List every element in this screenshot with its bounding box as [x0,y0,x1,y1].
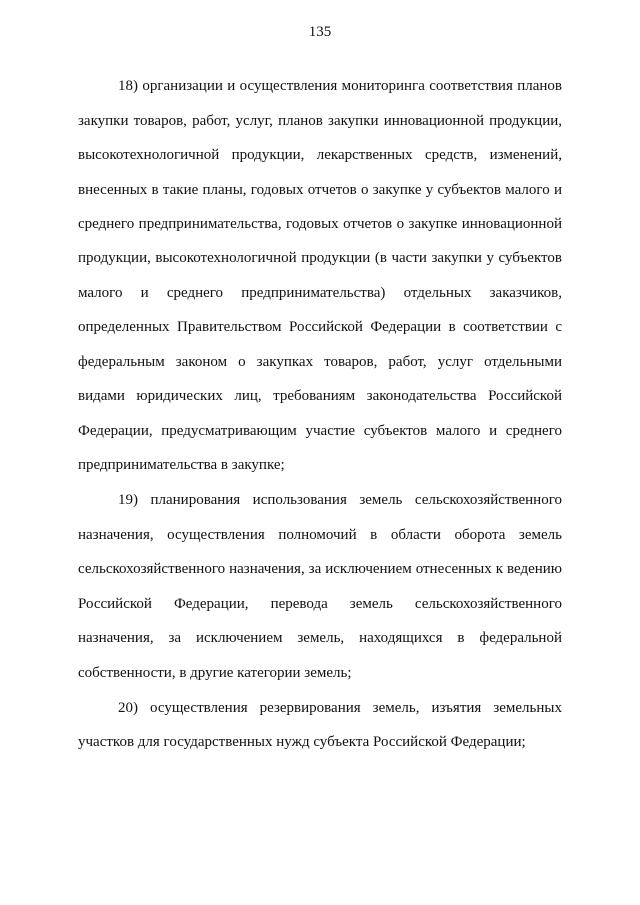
text-line: 19) планирования использования земель сельскохозяйственного [118,492,562,508]
text-line: среднего предпринимательства, годовых отчетов о закупке инновационной [78,216,562,232]
text-line: продукции, высокотехнологичной продукции (в части закупки у субъектов [78,250,562,266]
text-line: 18) организации и осуществления мониторинга соответствия планов [118,78,562,94]
text-line: высокотехнологичной продукции, лекарственных средств, изменений, [78,147,562,163]
text-line: сельскохозяйственного назначения, за исключением отнесенных к ведению [78,561,562,577]
text-line: предпринимательства в закупке; [78,457,285,473]
text-line: определенных Правительством Российской Федерации в соответствии с [78,319,562,335]
text-line: назначения, за исключением земель, находящихся в федеральной [78,630,562,646]
text-line: видами юридических лиц, требованиям законодательства Российской [78,388,562,404]
text-line: 20) осуществления резервирования земель, изъятия земельных [118,700,562,716]
text-line: федеральным законом о закупках товаров, работ, услуг отдельными [78,354,562,370]
text-line: Российской Федерации, перевода земель сельскохозяйственного [78,596,562,612]
text-line: Федерации, предусматривающим участие субъектов малого и среднего [78,423,562,439]
text-line: внесенных в такие планы, годовых отчетов о закупке у субъектов малого и [78,182,562,198]
text-line: собственности, в другие категории земель; [78,665,352,681]
page-number: 135 [308,24,332,40]
text-line: малого и среднего предпринимательства) отдельных заказчиков, [78,285,562,301]
text-line: участков для государственных нужд субъекта Российской Федерации; [78,734,526,750]
text-line: закупки товаров, работ, услуг, планов закупки инновационной продукции, [78,113,562,129]
text-line: назначения, осуществления полномочий в области оборота земель [78,527,562,543]
